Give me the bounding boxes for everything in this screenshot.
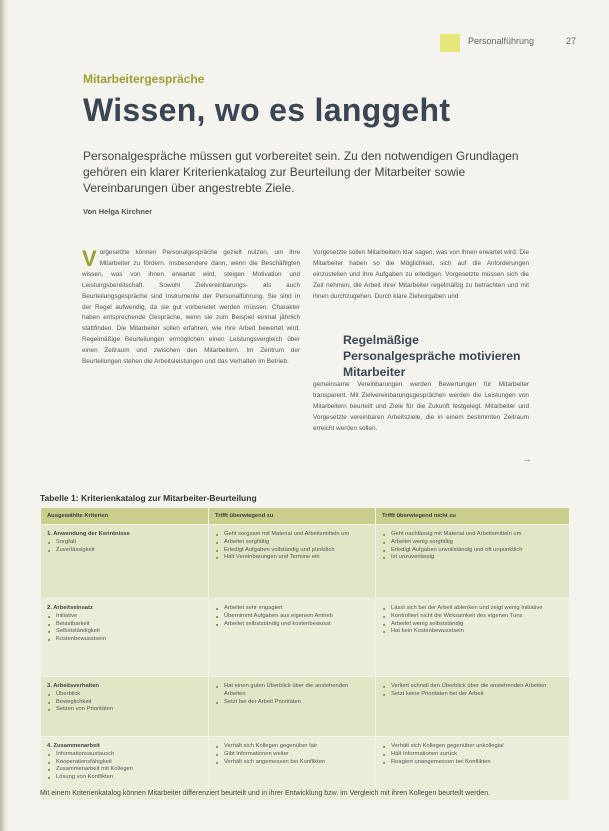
continue-arrow-icon: →	[522, 454, 532, 465]
table-footnote: Mit einem Kriterienkatalog können Mitarbeiter differenziert beurteilt und in ihrer Entwicklung bzw. im Vergleich mit ihren Kollegen beurteilt werden.	[40, 790, 491, 797]
article-subheading: Regelmäßige Personalgespräche motivieren Mitarbeiter	[343, 333, 521, 379]
list-item: ■ Gibt Informationen weiter	[224, 751, 369, 759]
body-text-col2-top: Vorgesetzte sollen Mitarbeitern klar sagen, was von ihnen erwartet wird. Die Mitarbeiter haben so die Möglichkeit, sich auf die Anforderungen einzustellen und ihre Aufgaben zu erledigen. Vorgesetzte müssen sich die Zeit nehmen, die Arbeit ihrer Mitarbeiter regelmäßig zu betrachten und mit ihnen durchzugehen. Durch klare Zielvorgaben und	[313, 249, 529, 300]
list-item: ■ Hat einen guten Überblick über die anstehenden Arbeiten	[224, 683, 369, 699]
book-spine-shadow	[0, 0, 8, 831]
list-item: ■ Setzen von Prioritäten	[56, 706, 202, 714]
article-kicker: Mitarbeitergespräche	[83, 72, 205, 86]
list-item: ■ Reagiert unangemessen bei Konflikten	[391, 759, 563, 767]
list-item: ■ Beweglichkeit	[56, 699, 202, 707]
list-item: ■ Überblick	[56, 691, 202, 699]
list-item: ■ Geht nachlässig mit Material und Arbeitsmitteln um	[391, 531, 563, 539]
list-item: ■ Arbeitet sorgfältig	[224, 539, 369, 547]
list-item: ■ Ist unzuverlässig	[391, 554, 563, 562]
list-item: ■ Informationsaustausch	[56, 751, 202, 759]
drop-cap: V	[82, 248, 97, 271]
positive-cell	[209, 525, 376, 599]
list-item: ■ Verliert schnell den Überblick über die anstehenden Arbeiten	[391, 683, 563, 691]
criteria-table	[40, 507, 570, 801]
list-item: ■ Zuverlässigkeit	[56, 547, 202, 555]
list-item: ■ Erledigt Aufgaben vollständig und pünktlich	[224, 547, 369, 555]
table-row	[41, 677, 570, 737]
list-item: ■ Hat kein Kostenbewusstsein	[391, 628, 563, 636]
negative-cell	[376, 599, 570, 677]
article-author: Von Helga Kirchner	[83, 207, 153, 216]
article-title: Wissen, wo es langgeht	[83, 92, 451, 128]
list-item: ■ Lösung von Konflikten	[56, 774, 202, 782]
criteria-title: 2. Arbeitseinsatz	[47, 605, 93, 611]
list-item: ■ Selbstständigkeit	[56, 628, 202, 636]
list-item: ■ Geht sorgsam mit Material und Arbeitsmitteln um	[224, 531, 369, 539]
criteria-cell	[41, 677, 209, 737]
list-item: ■ Zusammenarbeit mit Kollegen	[56, 766, 202, 774]
list-item: ■ Verhält sich Kollegen gegenüber fair	[224, 743, 369, 751]
list-item: ■ Arbeitet wenig sorgfältig	[391, 539, 563, 547]
list-item: ■ Kostenbewusstsein	[56, 636, 202, 644]
body-text-col1: orgesetzte können Personalgespräche gezielt nutzen, um ihre Mitarbeiter zu fördern. Insbesondere dann, wenn die Beschäftigten wissen, was von ihnen erwartet wird, steigen Motivation und Leistungsbereitschaft. Sowohl Zielvereinbarungs- als auch Beurteilungsgespräche sind Instrumente der Personalführung. Sie sind in der Regel aufwendig, da sie gut vorbereitet werden müssen. Charakter haben entsprechende Gespräche, wenn sie zum Beispiel einmal jährlich stattfinden. Die Mitarbeiter sollen erfahren, wie ihre Arbeit bewertet wird. Regelmäßige Beurteilungen ermöglichen einen Leistungsvergleich über einen Zeitraum und zwischen den Mitarbeitern. Im Zentrum der Beurteilungen stehen die Arbeitsleistungen und das Verhalten im Betrieb.	[82, 249, 300, 366]
list-item: ■ Arbeitet sehr engagiert	[224, 605, 369, 613]
positive-cell	[209, 599, 376, 677]
positive-cell	[209, 677, 376, 737]
list-item: ■ Kooperationsfähigkeit	[56, 759, 202, 767]
section-color-marker	[440, 34, 460, 52]
table-row	[41, 525, 570, 599]
list-item: ■ Kontrolliert nicht die Wirksamkeit des eigenen Tuns	[391, 613, 563, 621]
body-column-1	[82, 248, 300, 470]
negative-cell	[376, 525, 570, 599]
list-item: ■ Erledigt Aufgaben unvollständig und oft unpünktlich	[391, 547, 563, 555]
list-item: ■ Hält Informationen zurück	[391, 751, 563, 759]
criteria-cell	[41, 599, 209, 677]
article-lead: Personalgespräche müssen gut vorbereitet sein. Zu den notwendigen Grundlagen gehören ein klarer Kriterienkatalog zur Beurteilung der Mitarbeiter sowie Vereinbarungen über angestrebte Ziele.	[83, 149, 519, 195]
criteria-title: 1. Anwendung der Kenntnisse	[47, 531, 130, 537]
list-item: ■ Verhält sich angemessen bei Konflikten	[224, 759, 369, 767]
list-item: ■ Initiative	[56, 613, 202, 621]
list-item: ■ Lässt sich bei der Arbeit ablenken und zeigt wenig Initiative	[391, 605, 563, 613]
list-item: ■ Verhält sich Kollegen gegenüber unkollegial	[391, 743, 563, 751]
negative-cell	[376, 677, 570, 737]
list-item: ■ Übernimmt Aufgaben aus eigenem Antrieb	[224, 613, 369, 621]
section-label: Personalführung	[468, 36, 535, 46]
list-item: ■ Arbeitet selbstständig und kostenbewusst	[224, 621, 369, 629]
criteria-cell	[41, 525, 209, 599]
page-number: 27	[566, 36, 577, 46]
criteria-title: 4. Zusammenarbeit	[47, 743, 100, 749]
list-item: ■ Setzt keine Prioritäten bei der Arbeit	[391, 691, 563, 699]
table-caption: Tabelle 1: Kriterienkatalog zur Mitarbeiter-Beurteilung	[40, 493, 257, 503]
body-column-2-bottom	[313, 380, 529, 472]
list-item: ■ Setzt bei der Arbeit Prioritäten	[224, 699, 369, 707]
table-header-negative: Trifft überwiegend nicht zu	[376, 508, 570, 525]
body-column-2-top	[313, 248, 529, 328]
list-item: ■ Arbeitet wenig selbstständig	[391, 621, 563, 629]
list-item: ■ Belastbarkeit	[56, 621, 202, 629]
criteria-title: 3. Arbeitsverhalten	[47, 683, 99, 689]
list-item: ■ Sorgfalt	[56, 539, 202, 547]
table-header-criteria: Ausgewählte Kriterien	[41, 508, 209, 525]
list-item: ■ Hält Vereinbarungen und Termine ein	[224, 554, 369, 562]
table-header-positive: Trifft überwiegend zu	[209, 508, 376, 525]
table-header-row	[41, 508, 570, 525]
table-row	[41, 599, 570, 677]
body-text-col2-bottom: gemeinsame Vereinbarungen werden Bewertungen für Mitarbeiter transparent. Mit Zielvereinbarungsgesprächen werden die Leistungen von Mitarbeitern beurteilt und Ziele für die Zukunft festgelegt. Mitarbeiter und Vorgesetzte vereinbaren Arbeitsziele, die in einem bestimmten Zeitraum erreicht werden sollen.	[313, 381, 529, 432]
